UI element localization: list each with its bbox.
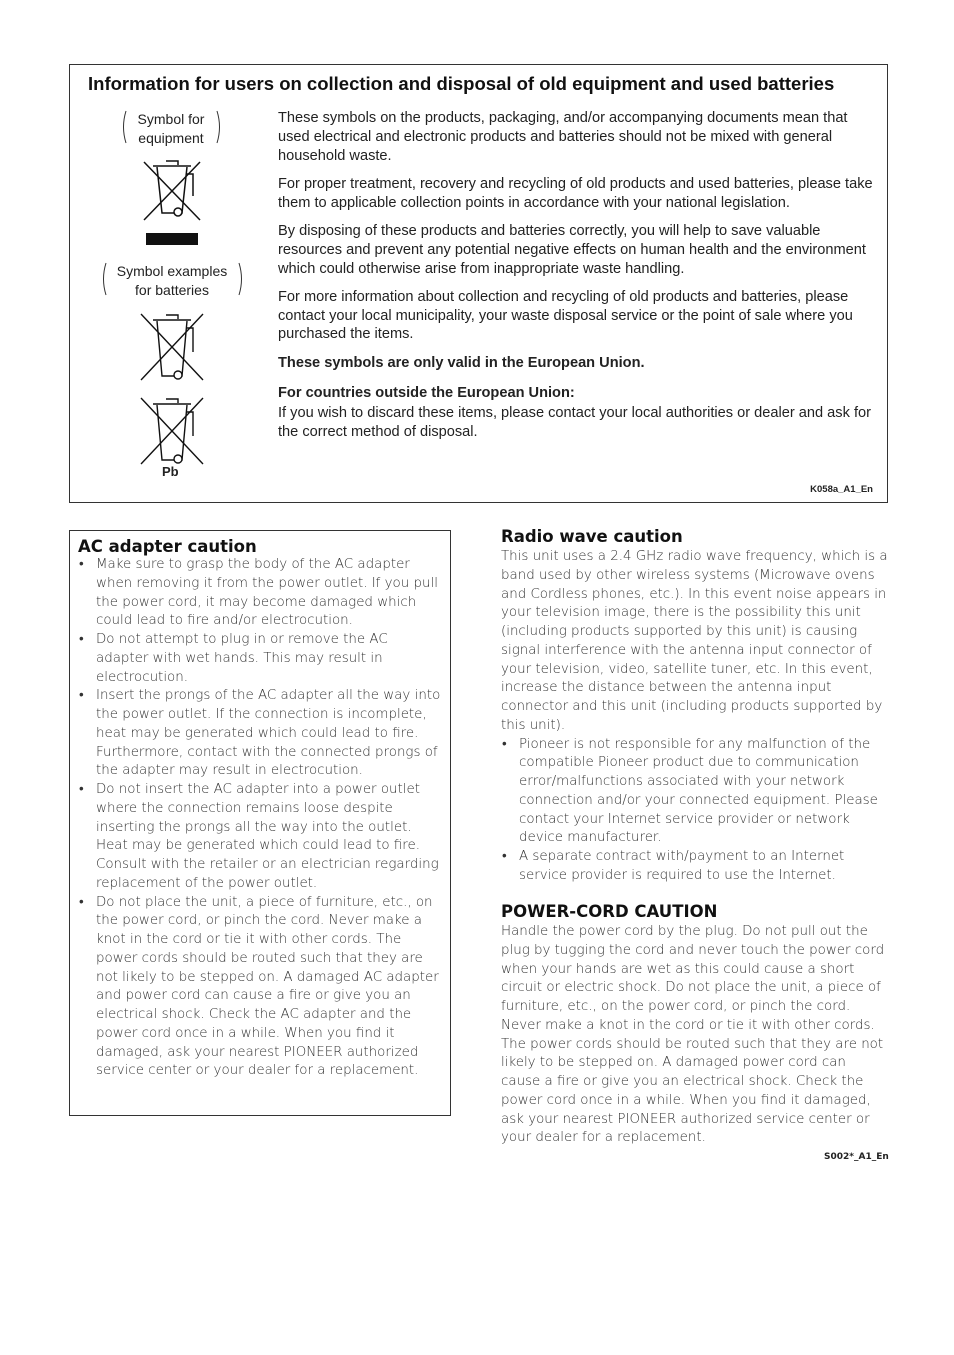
pb-label: Pb bbox=[162, 464, 179, 479]
outside-eu-text: If you wish to discard these items, please contact your local authorities or dealer and ask for the correct method of disposal. bbox=[278, 405, 871, 441]
list-item: • Do not insert the AC adapter into a power outlet where the connection remains loose despite inserting the prongs all the way into the outlet. Heat may be generated which could lead to fire. Consult with the retailer or an electrician regarding replacement of the power outlet. bbox=[78, 781, 444, 894]
eu-only-notice: These symbols are only valid in the European Union. bbox=[278, 354, 645, 371]
crossed-bin-icon bbox=[138, 310, 206, 382]
ac-adapter-caution-box bbox=[69, 530, 451, 1116]
list-item: • Do not place the unit, a piece of furniture, etc., on the power cord, or pinch the cord. Never make a knot in the cord or tie it with other cords. The power cords should be routed such that they are not likely to be stepped on. A damaged AC adapter and power cord can cause a fire or give you an electrical shock. Check the AC adapter and the power cord once in a while. When you find it damaged, ask your nearest PIONEER authorized service center or your dealer for a replacement. bbox=[78, 894, 444, 1082]
radio-text-block bbox=[501, 548, 889, 886]
weee-paragraph: These symbols on the products, packaging, and/or accompanying documents mean that used electrical and electronic products and batteries should not be mixed with general household waste. bbox=[278, 110, 848, 164]
crossed-bin-icon bbox=[140, 156, 204, 248]
right-paren-icon bbox=[216, 110, 223, 144]
weee-paragraph: For proper treatment, recovery and recycling of old products and used batteries, please take them to applicable collection points in accordance with your national legislation. bbox=[278, 175, 873, 211]
weee-info-box bbox=[69, 64, 888, 503]
weee-title: Information for users on collection and disposal of old equipment and used batteries bbox=[88, 73, 835, 94]
list-item: • A separate contract with/payment to an Internet service provider is required to use the Internet. bbox=[501, 848, 889, 886]
weee-code: K058a_A1_En bbox=[810, 484, 873, 495]
radio-list bbox=[501, 736, 889, 886]
list-item: • Insert the prongs of the AC adapter all the way into the power outlet. If the connection is incomplete, heat may be generated which could lead to fire. Furthermore, contact with the connected prongs of the adapter may result in electrocution. bbox=[78, 687, 444, 781]
batteries-symbol-label bbox=[100, 262, 245, 302]
equipment-label-line2: equipment bbox=[138, 130, 204, 146]
power-cord-code: S002*_A1_En bbox=[824, 1152, 889, 1162]
power-cord-text: Handle the power cord by the plug. Do not pull out the plug by tugging the cord and never touch the power cord when your hands are wet as this could cause a short circuit or electric shock. Do not place the unit, a piece of furniture, etc., on the power cord, or pinch the cord. Never make a knot in the cord or tie it with other cords. The power cords should be routed such that they are not likely to be stepped on. A damaged power cord can cause a fire or give you an electrical shock. Check the power cord once in a while. When you find it damaged, ask your nearest PIONEER authorized service center or your dealer for a replacement. bbox=[501, 924, 885, 1146]
batteries-label-line1: Symbol examples bbox=[116, 263, 228, 279]
crossed-bin-pb-icon bbox=[138, 394, 206, 466]
radio-text: This unit uses a 2.4 GHz radio wave frequency, which is a band used by other wireless systems (Microwave ovens and Cordless phones, etc.). In this event noise appears in your television image, there is the possibility this unit (including products supported by this unit) is causing signal interference with the antenna input connector of your television, video, satellite tuner, etc. In this event, increase the distance between the antenna input connector and this unit (including products supported by this unit). bbox=[501, 549, 888, 733]
equipment-symbol-label bbox=[120, 110, 223, 150]
ac-adapter-heading: AC adapter caution bbox=[78, 537, 257, 556]
power-cord-heading: POWER-CORD CAUTION bbox=[501, 902, 718, 921]
list-item: • Pioneer is not responsible for any malfunction of the compatible Pioneer product due to communication error/malfunctions associated with your network connection and/or your connected equipment. Please contact your Internet service provider or network device manufacturer. bbox=[501, 736, 889, 849]
list-item: • Make sure to grasp the body of the AC adapter when removing it from the power outlet. If you pull the power cord, it may become damaged which could lead to fire and/or electrocution. bbox=[78, 556, 444, 631]
batteries-label-line2: for batteries bbox=[135, 282, 209, 298]
right-paren-icon bbox=[238, 262, 245, 296]
weee-paragraph: By disposing of these products and batteries correctly, you will help to save valuable resources and prevent any potential negative effects on human health and the environment which could otherwise arise from inappropriate waste handling. bbox=[278, 222, 866, 277]
list-item: • Do not attempt to plug in or remove the AC adapter with wet hands. This may result in electrocution. bbox=[78, 631, 444, 687]
weee-paragraph: For more information about collection and recycling of old products and batteries, please contact your local municipality, your waste disposal service or the point of sale where you purchased the items. bbox=[278, 288, 853, 343]
weee-text bbox=[278, 109, 873, 451]
ac-adapter-text bbox=[78, 556, 444, 1081]
radio-heading: Radio wave caution bbox=[501, 527, 683, 546]
equipment-label-line1: Symbol for bbox=[137, 111, 205, 127]
outside-eu-heading: For countries outside the European Union: bbox=[278, 384, 575, 401]
ac-adapter-list bbox=[78, 556, 444, 1081]
